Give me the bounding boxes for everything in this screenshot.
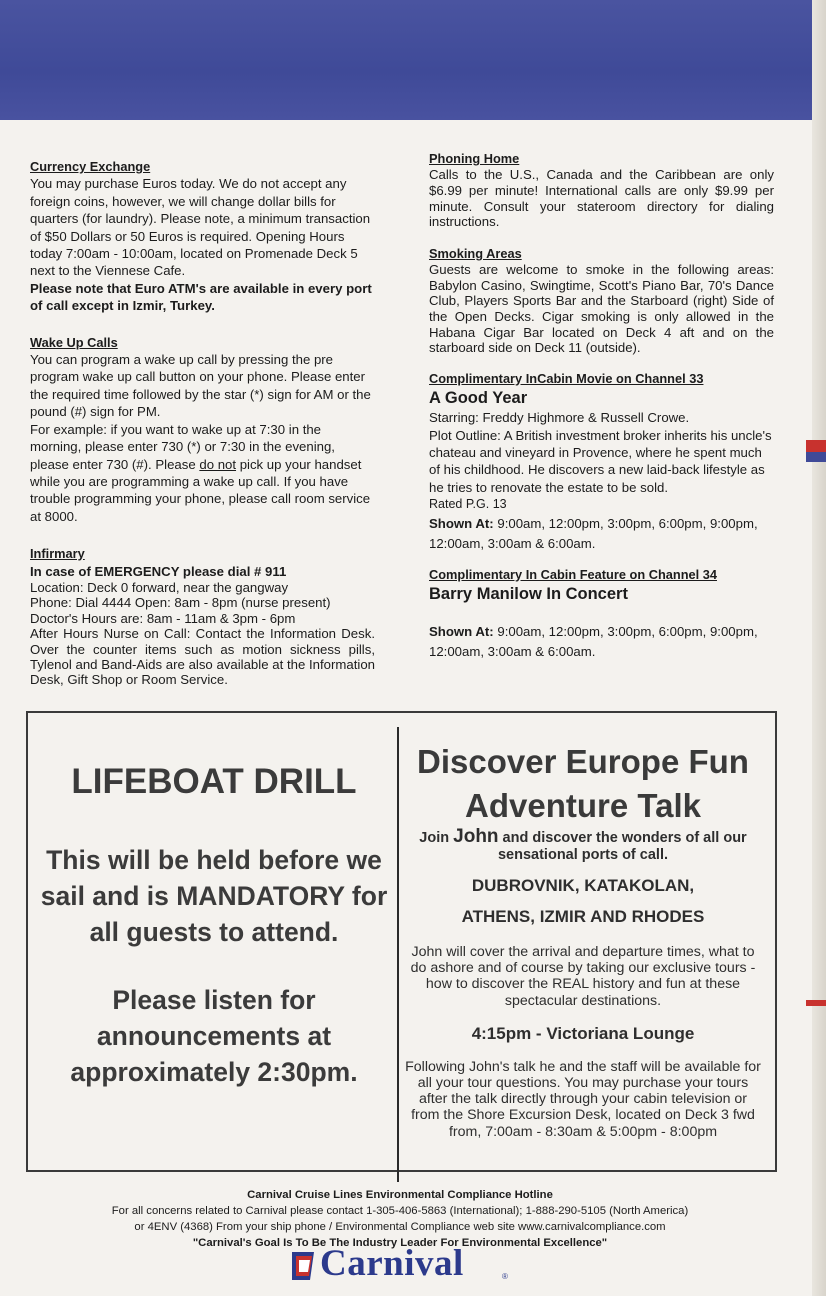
movie-title: A Good Year [429, 389, 528, 408]
feature-title: Barry Manilow In Concert [429, 585, 628, 603]
infirmary-doctor: Doctor's Hours are: 8am - 11am & 3pm - 6pm [30, 610, 296, 626]
smoking-body: Guests are welcome to smoke in the following areas: Babylon Casino, Swingtime, Scott's Piano Bar, 70's Dance Club, Players Sports Bar and the Starboard (right) Side of the Open Decks. Cigar smoking is only allowed in the Habana Cigar Bar located on Deck 4 aft and on the starboard side on Deck 11 (outside). [429, 262, 774, 356]
infirmary-heading: Infirmary [30, 546, 85, 562]
feature-showtimes [429, 622, 774, 662]
registered-mark: ® [502, 1272, 508, 1281]
wakeup-body-2 [30, 421, 375, 525]
edge-stripe-blue [806, 452, 826, 462]
carnival-funnel-icon [290, 1250, 316, 1282]
carnival-wordmark: Carnival [320, 1243, 464, 1284]
wakeup-text-b: pick up your handset while you are programming a wake up call. If you have trouble programming your phone, please call room service at 8000. [30, 456, 371, 524]
header-banner [0, 0, 812, 120]
talk-join-b: and discover the wonders of all our sensational ports of call. [497, 830, 747, 863]
phoning-body: Calls to the U.S., Canada and the Caribbean are only $6.99 per minute! International calls are only $9.99 per minute. Consult your stateroom directory for dialing instructions. [429, 167, 774, 230]
footer-contact-1: For all concerns related to Carnival please contact 1-305-406-5863 (International); 1-888-290-5105 (North America) [111, 1205, 689, 1217]
wakeup-body-1: You can program a wake up call by pressing the pre program wake up call button on your phone. Please enter the required time followed by the star (*) sign for AM or the pound (#) sign for PM. [30, 352, 371, 420]
movie-heading: Complimentary InCabin Movie on Channel 33 [429, 370, 704, 386]
talk-time-location: 4:15pm - Victoriana Lounge [471, 1023, 695, 1043]
page-edge [812, 0, 826, 1296]
infirmary-location: Location: Deck 0 forward, near the gangway [30, 579, 289, 595]
wakeup-do-not: do not [199, 456, 237, 472]
currency-body: You may purchase Euros today. We do not accept any foreign coins, however, we will change dollar bills for quarters (for laundry). Please note, a minimum transaction of $50 Dollars or 50 Euros is required. Opening Hours today 7:00am - 10:00am, located on Promenade Deck 5 next to the Viennese Cafe. [30, 176, 371, 279]
movie-plot: Plot Outline: A British investment broker inherits his uncle's chateau and vineyard in Provence, where he spent much of his childhood. He discovers a new laid-back lifestyle as he tries to renovate the estate to be sold. [429, 427, 772, 495]
talk-title: Discover Europe Fun Adventure Talk [417, 743, 749, 824]
footer-goal: "Carnival's Goal Is To Be The Industry Leader For Environmental Excellence" [192, 1237, 608, 1249]
edge-stripe-red-lower [806, 1000, 826, 1006]
feature-shown-times: 9:00am, 12:00pm, 3:00pm, 6:00pm, 9:00pm, 12:00am, 3:00am & 6:00am. [429, 624, 758, 659]
feature-heading: Complimentary In Cabin Feature on Channel 34 [429, 566, 717, 582]
smoking-heading: Smoking Areas [429, 245, 522, 261]
wakeup-heading: Wake Up Calls [30, 334, 118, 350]
currency-atm-note: Please note that Euro ATM's are available in every port of call except in Izmir, Turkey. [30, 280, 372, 314]
movie-showtimes [429, 514, 774, 554]
hotline-title: Carnival Cruise Lines Environmental Compliance Hotline [247, 1189, 553, 1201]
currency-heading: Currency Exchange [30, 159, 151, 174]
infirmary-phone: Phone: Dial 4444 Open: 8am - 8pm (nurse present) [30, 595, 331, 611]
lifeboat-drill-panel [30, 760, 398, 1090]
footer-contact-2: or 4ENV (4368) From your ship phone / Environmental Compliance web site www.carnivalcompliance.com [134, 1221, 666, 1233]
right-column [429, 150, 774, 662]
talk-join-name: John [453, 826, 499, 847]
infirmary-after-hours: After Hours Nurse on Call: Contact the Information Desk. Over the counter items such as motion sickness pills, Tylenol and Band-Aids are also available at the Information Desk, Gift Shop or Room Service. [30, 626, 375, 688]
phoning-heading: Phoning Home [429, 151, 520, 166]
feature-shown-label: Shown At: [429, 624, 494, 639]
drill-listen: Please listen for announcements at approximately 2:30pm. [70, 985, 358, 1087]
movie-shown-times: 9:00am, 12:00pm, 3:00pm, 6:00pm, 9:00pm, 12:00am, 3:00am & 6:00am. [429, 515, 758, 551]
drill-body: This will be held before we sail and is MANDATORY for all guests to attend. [40, 845, 388, 947]
talk-join-a: Join [419, 830, 454, 846]
talk-description: John will cover the arrival and departure times, what to do ashore and of course by taking our exclusive tours - how to discover the REAL history and fun at these spectacular destinations. [410, 944, 756, 1009]
movie-rating: Rated P.G. 13 [429, 497, 507, 512]
adventure-talk-panel [403, 740, 763, 1140]
drill-title: LIFEBOAT DRILL [71, 762, 357, 801]
movie-shown-label: Shown At: [429, 515, 494, 531]
talk-followup: Following John's talk he and the staff will be available for all your tour questions. You may purchase your tours after the talk directly through your cabin television or from the Shore Excursion Desk, located on Deck 3 fwd from, 7:00am - 8:30am & 5:00pm - 8:00pm [405, 1058, 761, 1140]
left-column [30, 158, 375, 710]
wakeup-text-a: For example: if you want to wake up at 7:30 in the morning, please enter 730 (*) or 7:30 in the evening, please enter 730 (#). Please [30, 421, 335, 472]
ports-line-2: ATHENS, IZMIR AND RHODES [461, 907, 705, 926]
edge-stripe-red [806, 440, 826, 452]
talk-join [403, 828, 763, 864]
carnival-logo [290, 1243, 530, 1286]
ports-line-1: DUBROVNIK, KATAKOLAN, [471, 876, 695, 895]
movie-starring: Starring: Freddy Highmore & Russell Crowe. [429, 410, 690, 426]
infirmary-emergency: In case of EMERGENCY please dial # 911 [30, 563, 287, 579]
